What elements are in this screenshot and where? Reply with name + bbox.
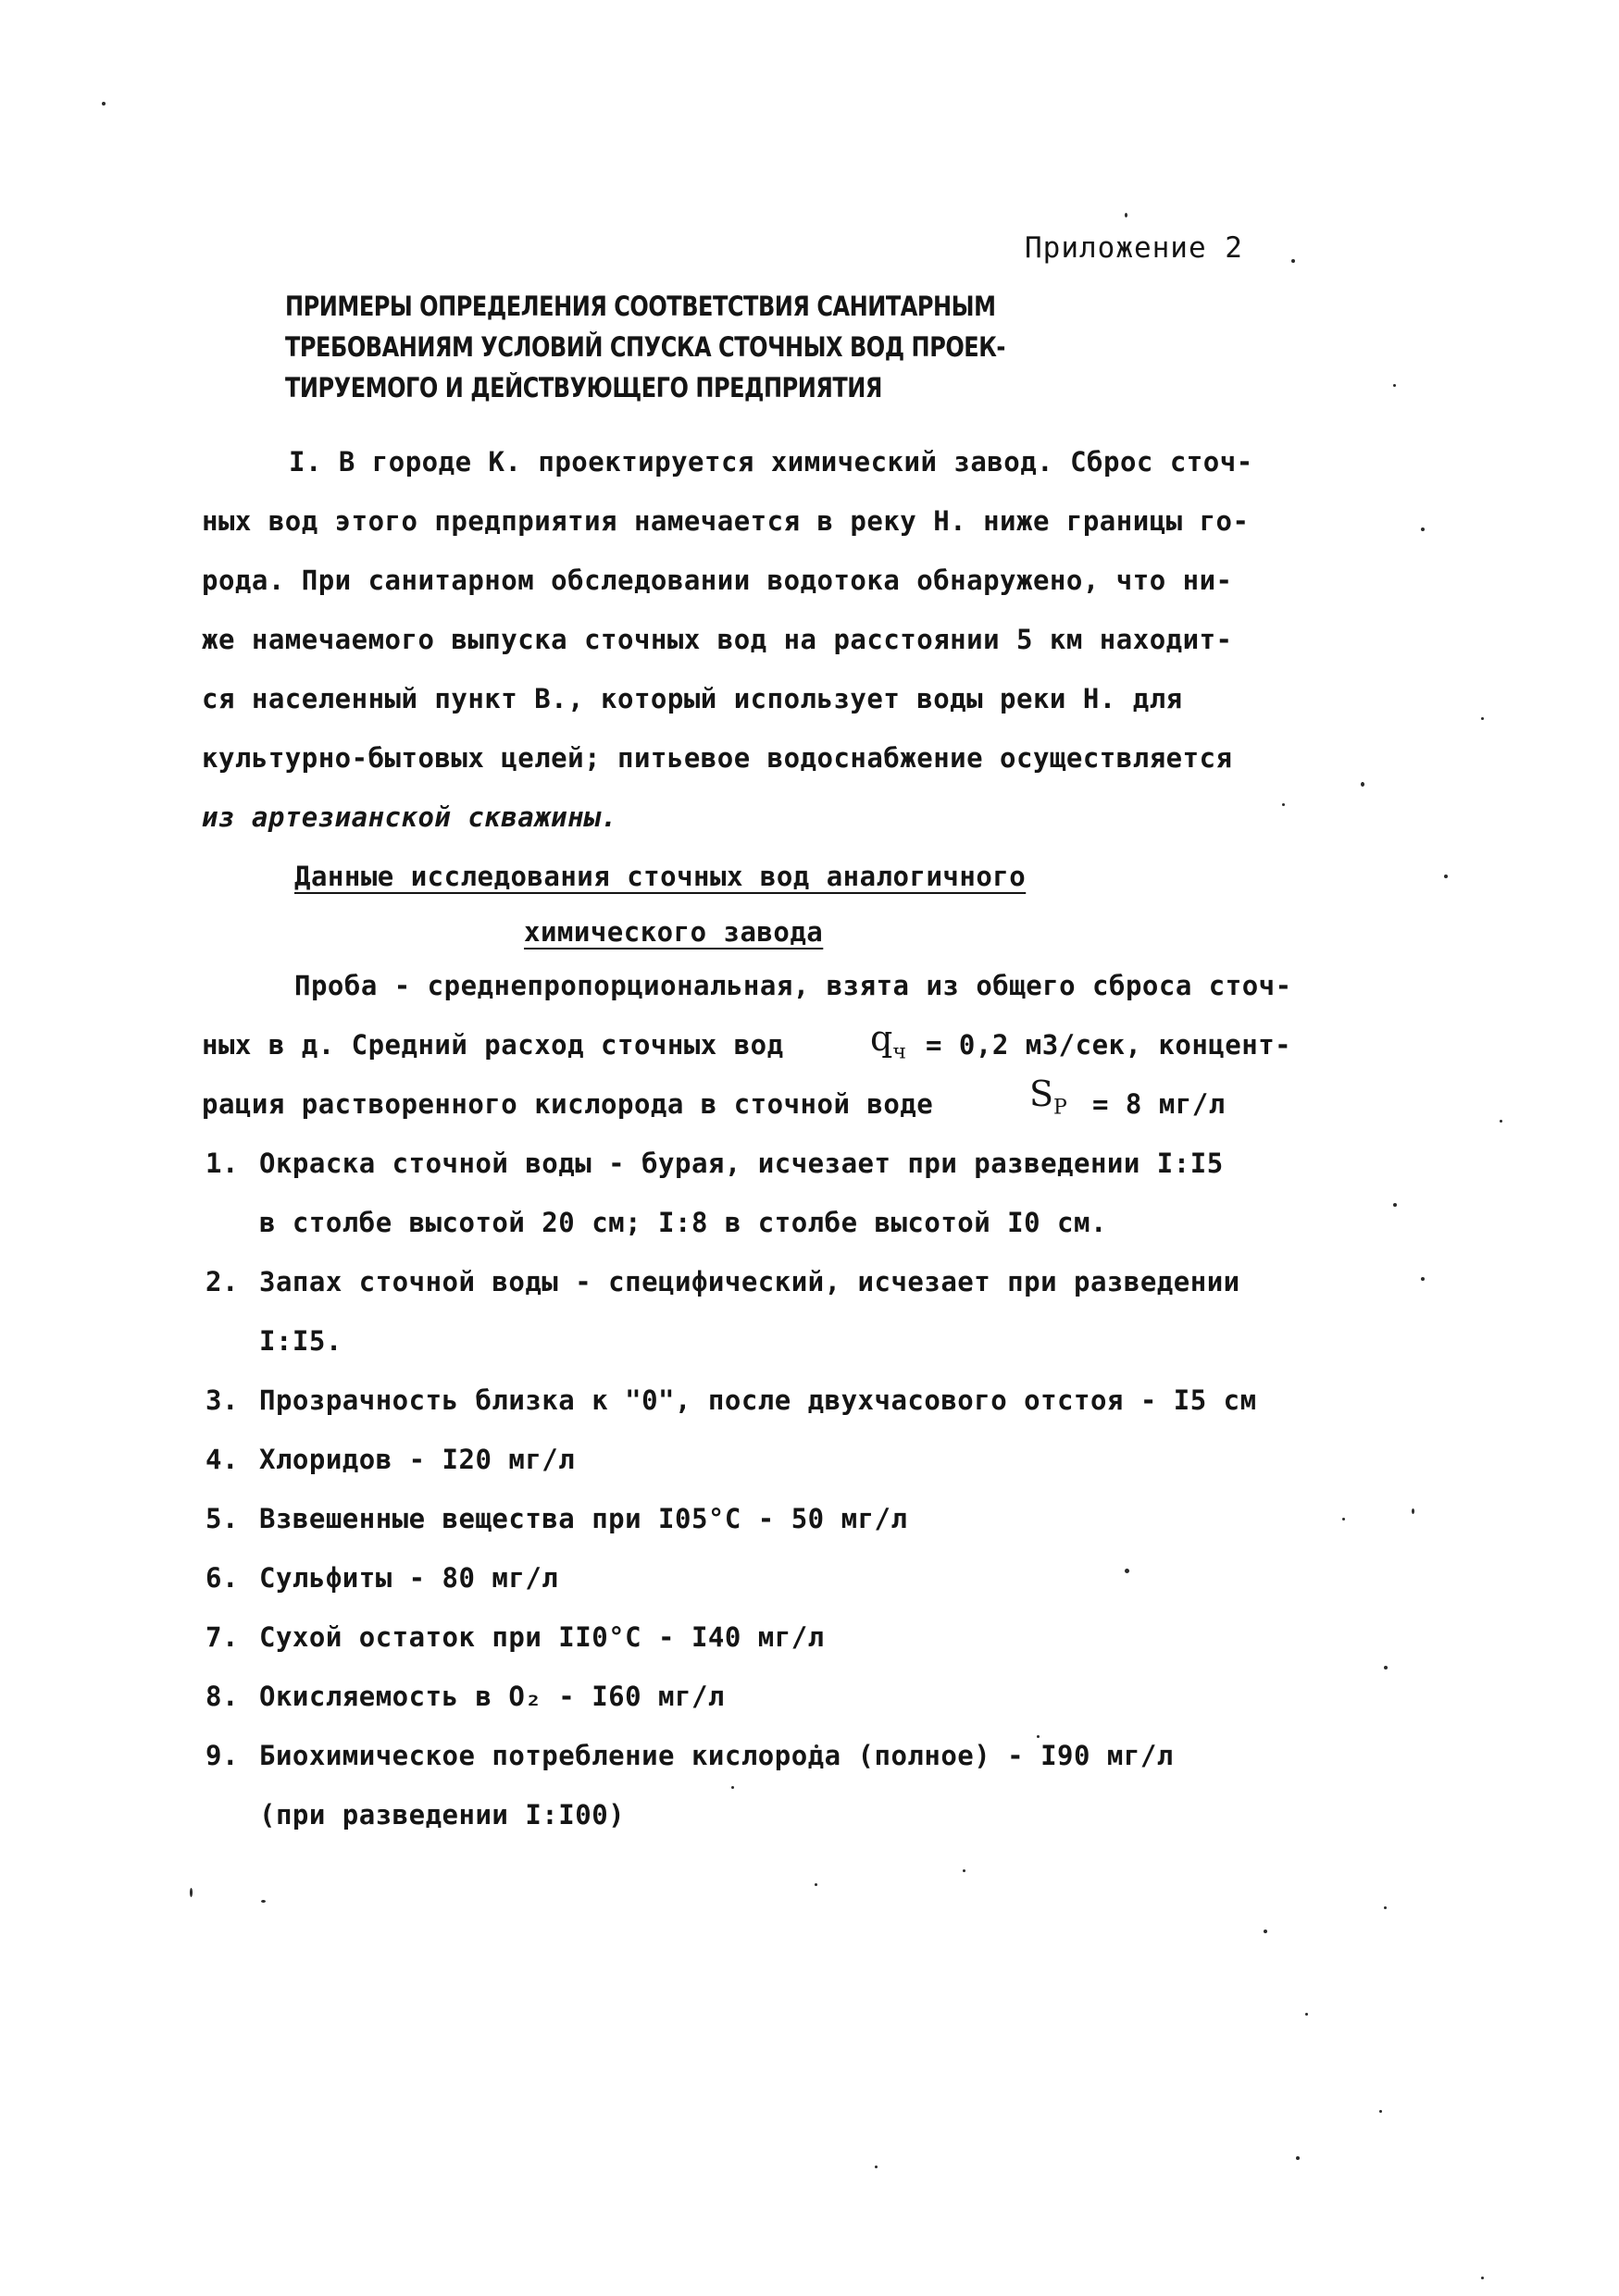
item-text: Запах сточной воды - специфический, исчезает при разведении [259, 1266, 1240, 1297]
document-title [285, 286, 1211, 408]
item-text: Взвешенные вещества при I05°C - 50 мг/л [259, 1503, 908, 1534]
text-line: = 8 мг/л [1092, 1088, 1226, 1120]
title-line: ТИРУЕМОГО И ДЕЙСТВУЮЩЕГО ПРЕДПРИЯТИЯ [285, 372, 882, 403]
text-line: из артезианской скважины. [202, 801, 617, 833]
item-number: 3. [205, 1384, 239, 1416]
heading-line: Данные исследования сточных вод аналогичного [294, 861, 1027, 892]
item-number: 4. [205, 1444, 239, 1475]
item-number: 9. [205, 1740, 239, 1771]
text-line: рода. При санитарном обследовании водотока обнаружено, что ни- [202, 565, 1233, 596]
flow-symbol: $q_ч$ [870, 1018, 906, 1064]
text-line: культурно-бытовых целей; питьевое водоснабжение осуществляется [202, 742, 1233, 774]
item-text: Сухой остаток при II0°C - I40 мг/л [259, 1621, 825, 1653]
oxygen-symbol: $S_P$ [1029, 1074, 1067, 1120]
item-number: 1. [205, 1148, 239, 1179]
item-text: (при разведении I:I00) [259, 1799, 626, 1831]
item-text: Биохимическое потребление кислорода (полное) - I90 мг/л [259, 1740, 1174, 1771]
text-line: рация растворенного кислорода в сточной воде [202, 1088, 934, 1120]
appendix-label: Прилoжение 2 [1025, 231, 1243, 265]
item-text: Сульфиты - 80 мг/л [259, 1562, 559, 1594]
text-line: = 0,2 м3/сек, концент- [926, 1029, 1292, 1061]
text-line: Проба - среднепропорциональная, взята из общего сброса сточ- [294, 970, 1292, 1001]
title-line: ТРЕБОВАНИЯМ УСЛОВИЙ СПУСКА СТОЧНЫХ ВОД ПРОЕК- [285, 331, 1005, 363]
item-text: I:I5. [259, 1325, 342, 1357]
item-text: Окисляемость в O₂ - I60 мг/л [259, 1681, 725, 1712]
heading-line: химического завода [524, 916, 824, 948]
item-number: 6. [205, 1562, 239, 1594]
text-line: ся населенный пункт В., который использует воды реки Н. для [202, 683, 1183, 714]
item-text: Окраска сточной воды - бурая, исчезает при разведении I:I5 [259, 1148, 1224, 1179]
title-line: ПРИМЕРЫ ОПРЕДЕЛЕНИЯ СООТВЕТСТВИЯ САНИТАРНЫМ [285, 291, 996, 322]
item-number: 7. [205, 1621, 239, 1653]
item-number: 5. [205, 1503, 239, 1534]
text-line: же намечаемого выпуска сточных вод на расстоянии 5 км находит- [202, 624, 1233, 655]
item-number: 2. [205, 1266, 239, 1297]
item-text: Прозрачность близка к "0", после двухчасового отстоя - I5 см [259, 1384, 1257, 1416]
text-line: ных в д. Средний расход сточных вод [202, 1029, 784, 1061]
item-text: Хлоридов - I20 мг/л [259, 1444, 576, 1475]
text-line: I. В городе К. проектируется химический завод. Сброс сточ- [289, 446, 1253, 478]
item-text: в столбе высотой 20 см; I:8 в столбе высотой I0 см. [259, 1207, 1107, 1238]
item-number: 8. [205, 1681, 239, 1712]
text-line: ных вод этого предприятия намечается в реку Н. ниже границы го- [202, 505, 1250, 537]
